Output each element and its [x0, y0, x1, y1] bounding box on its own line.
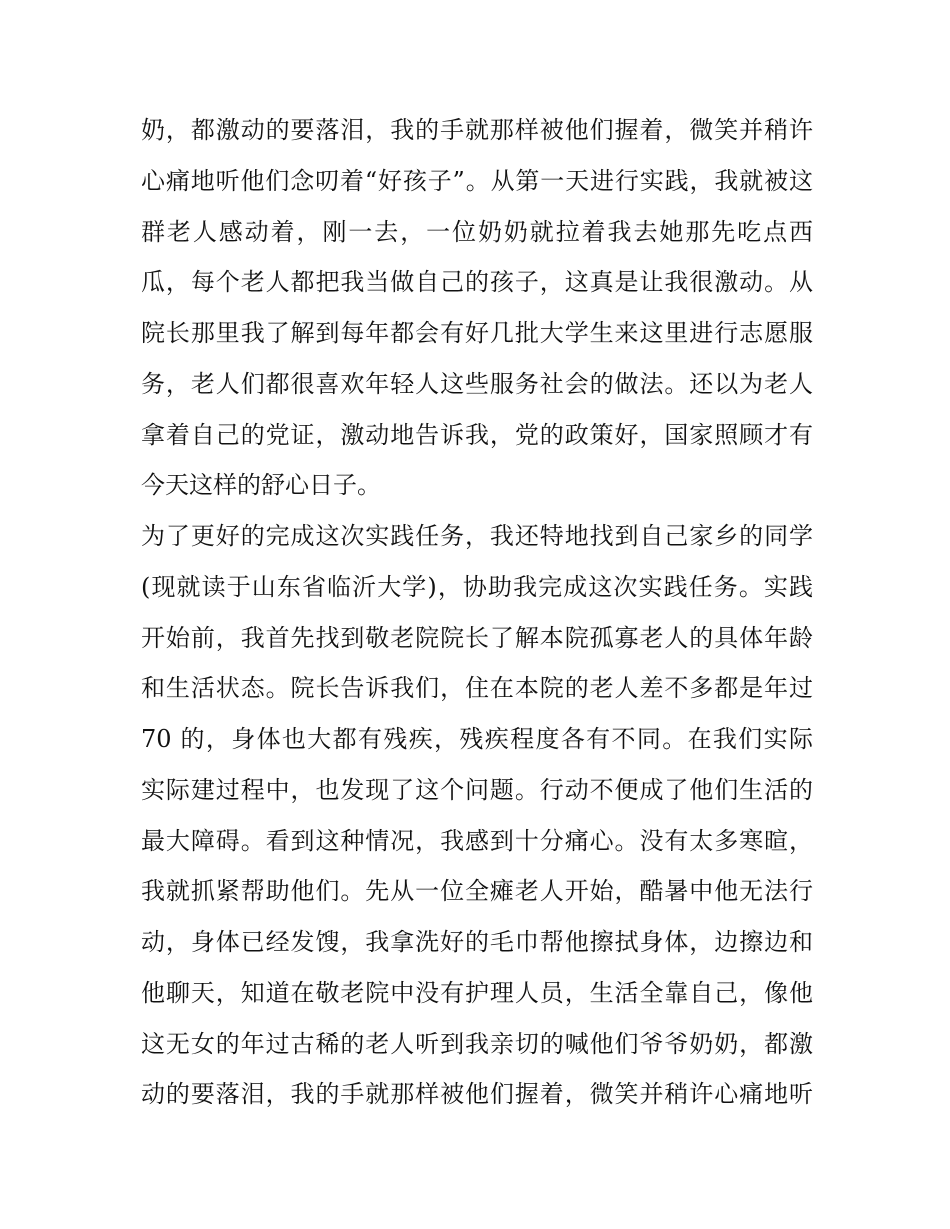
- text-line: (现就读于山东省临沂大学)，协助我完成这次实践任务。实践: [141, 572, 813, 601]
- text-line: 瓜，每个老人都把我当做自己的孩子，这真是让我很激动。从: [141, 268, 813, 297]
- text-line: 70 的，身体也大都有残疾，残疾程度各有不同。在我们实际: [141, 725, 813, 753]
- text-line: 开始前，我首先找到敬老院院长了解本院孤寡老人的具体年龄: [141, 623, 813, 652]
- text-line: 今天这样的舒心日子。: [141, 471, 381, 500]
- text-line: 群老人感动着，刚一去，一位奶奶就拉着我去她那先吃点西: [141, 217, 813, 246]
- text-line: 务，老人们都很喜欢年轻人这些服务社会的做法。还以为老人: [141, 369, 813, 398]
- text-line: 和生活状态。院长告诉我们，住在本院的老人差不多都是年过: [141, 674, 813, 703]
- text-line: 他聊天，知道在敬老院中没有护理人员，生活全靠自己，像他: [141, 978, 813, 1007]
- text-line: 院长那里我了解到每年都会有好几批大学生来这里进行志愿服: [141, 319, 813, 347]
- text-line: 这无女的年过古稀的老人听到我亲切的喊他们爷爷奶奶，都激: [141, 1029, 813, 1058]
- text-line: 心痛地听他们念叨着“好孩子”。从第一天进行实践，我就被这: [141, 166, 813, 195]
- text-line: 最大障碍。看到这种情况，我感到十分痛心。没有太多寒暄，: [141, 826, 813, 855]
- text-line: 动，身体已经发馊，我拿洗好的毛巾帮他擦拭身体，边擦边和: [141, 928, 813, 956]
- text-line: 为了更好的完成这次实践任务，我还特地找到自己家乡的同学: [141, 522, 813, 550]
- text-line: 实际建过程中，也发现了这个问题。行动不便成了他们生活的: [141, 775, 813, 804]
- text-line: 动的要落泪，我的手就那样被他们握着，微笑并稍许心痛地听: [141, 1080, 813, 1109]
- text-line: 我就抓紧帮助他们。先从一位全瘫老人开始，酷暑中他无法行: [141, 877, 813, 906]
- text-line: 拿着自己的党证，激动地告诉我，党的政策好，国家照顾才有: [141, 420, 813, 449]
- paragraph-1: [141, 105, 813, 511]
- document-body: [141, 105, 813, 1120]
- paragraph-2: [141, 511, 813, 1120]
- text-line: 奶，都激动的要落泪，我的手就那样被他们握着，微笑并稍许: [141, 116, 813, 144]
